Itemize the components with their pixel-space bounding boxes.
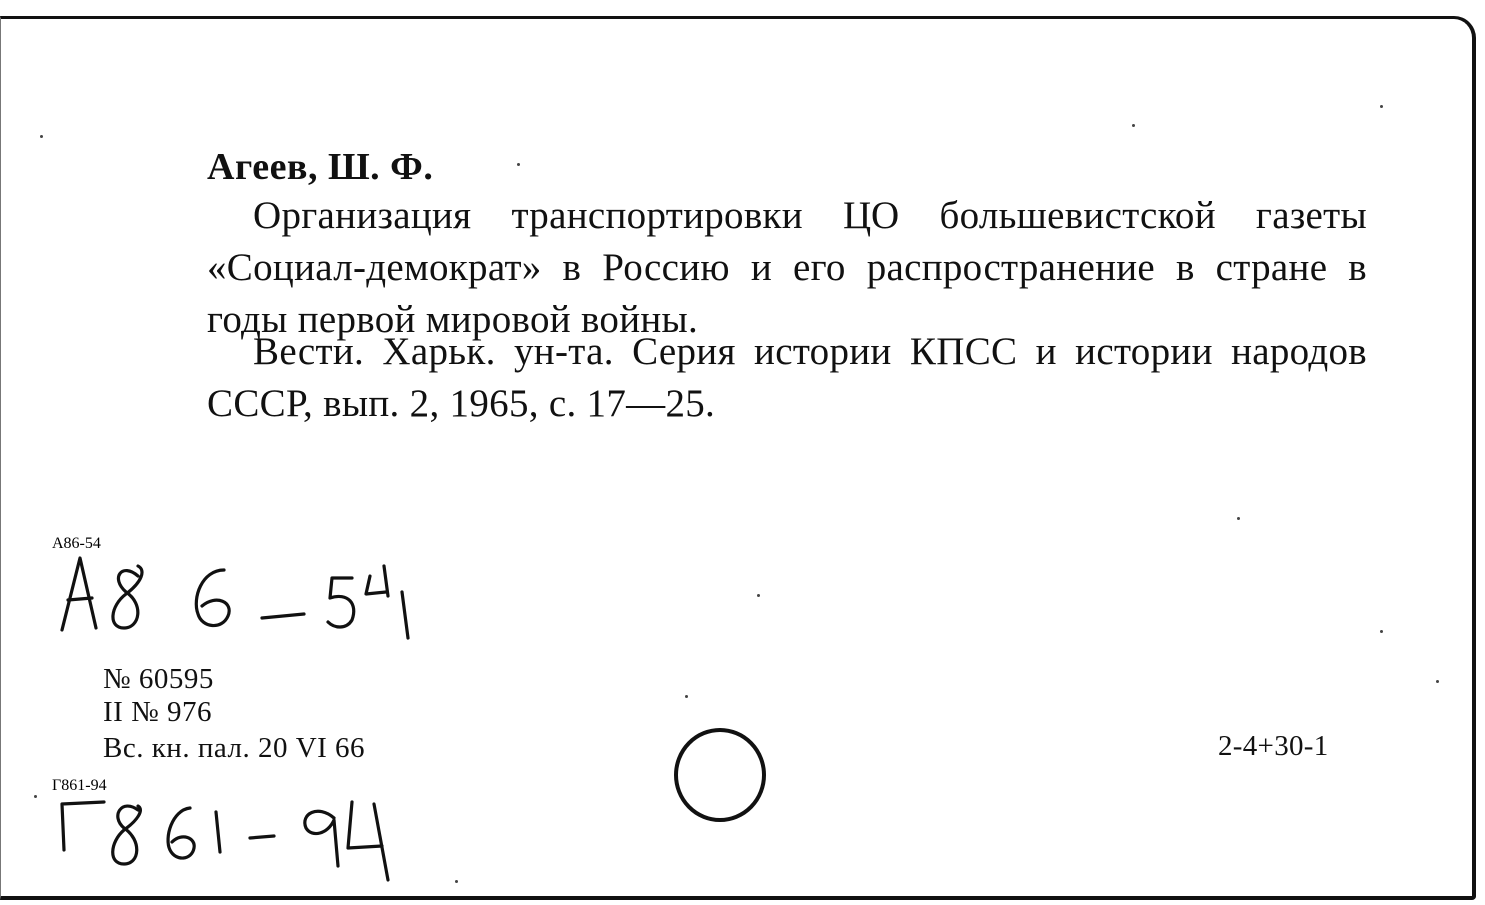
scan-speck bbox=[517, 163, 520, 166]
scan-speck bbox=[1132, 124, 1135, 127]
author-heading: Агеев, Ш. Ф. bbox=[207, 146, 434, 188]
handwritten-call-number-bottom-text: Г861-94 bbox=[52, 777, 107, 794]
handwritten-call-number-top-text: А86-54 bbox=[52, 535, 101, 552]
scan-speck bbox=[1380, 105, 1383, 108]
scan-speck bbox=[757, 594, 760, 597]
scan-speck bbox=[1237, 517, 1240, 520]
registry-number: II № 976 bbox=[103, 696, 212, 728]
scan-speck bbox=[40, 135, 43, 138]
punch-hole-circle bbox=[672, 726, 768, 824]
scan-speck bbox=[1380, 630, 1383, 633]
scan-speck bbox=[455, 880, 458, 883]
handwritten-call-number-top bbox=[52, 535, 442, 648]
scan-speck bbox=[1436, 680, 1439, 683]
publication-source-text: Вести. Харьк. ун-та. Серия истории КПСС и истории народов СССР, вып. 2, 1965, с. 17—25. bbox=[207, 330, 1367, 425]
scan-speck bbox=[685, 695, 688, 698]
work-title-text: Организация транспортировки ЦО большевистской газеты «Социал-демократ» в Россию и его распространение в стране в годы первой мировой войны. bbox=[207, 194, 1367, 341]
delivery-note: Вс. кн. пал. 20 VI 66 bbox=[103, 732, 366, 764]
publication-source bbox=[207, 326, 1367, 430]
work-title bbox=[207, 190, 1367, 346]
classification-code: 2-4+30-1 bbox=[1218, 730, 1329, 762]
inventory-number: № 60595 bbox=[103, 663, 214, 695]
handwritten-call-number-bottom bbox=[52, 777, 412, 885]
scan-speck bbox=[34, 795, 37, 798]
